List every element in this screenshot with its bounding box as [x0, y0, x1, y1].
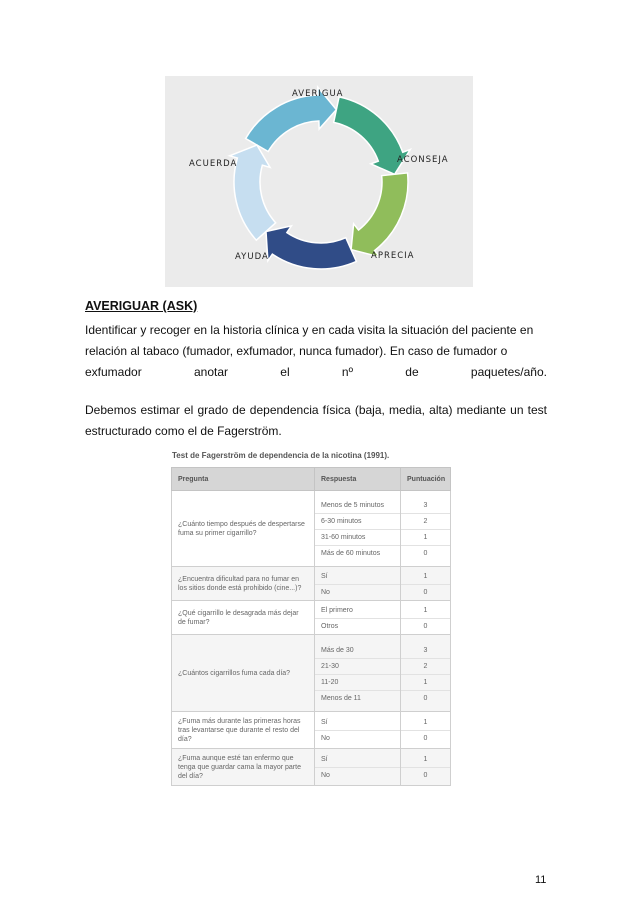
word: exfumador	[85, 365, 142, 379]
score-value: 1	[401, 715, 450, 731]
answer-option: 6-30 minutos	[315, 514, 400, 530]
score-cell	[401, 635, 451, 712]
word: de	[405, 365, 419, 379]
word: nº	[341, 365, 353, 379]
answer-option: No	[321, 772, 330, 779]
score-cell	[401, 749, 451, 786]
answer-cell	[315, 712, 401, 749]
answer-option: Más de 30	[315, 643, 400, 659]
section-heading: AVERIGUAR (ASK)	[85, 299, 198, 313]
score-value: 0	[423, 623, 428, 630]
arrow-ayuda	[266, 226, 356, 269]
answer-option: Sí	[315, 715, 400, 731]
paragraph-line	[85, 362, 547, 383]
table-row	[172, 635, 451, 712]
answer-option: Más de 60 minutos	[321, 550, 381, 557]
fagerstrom-table	[171, 467, 451, 786]
score-value: 0	[423, 735, 428, 742]
arrow-aprecia	[351, 173, 408, 257]
fagerstrom-table-figure	[171, 445, 450, 789]
paragraph-line: Identificar y recoger en la historia clínica y en cada visita la situación del paciente en	[85, 323, 534, 337]
word: anotar	[193, 365, 229, 379]
step-label-averigua: AVERIGUA	[292, 89, 344, 99]
cycle-arrows	[165, 76, 473, 287]
score-value: 2	[401, 659, 450, 675]
answer-cell	[315, 635, 401, 712]
step-label-acuerda: ACUERDA	[189, 159, 238, 169]
cycle-diagram	[165, 76, 473, 287]
score-value: 0	[423, 550, 428, 557]
answer-option: 31-60 minutos	[315, 530, 400, 546]
answer-option: El primero	[315, 603, 400, 619]
score-cell	[401, 491, 451, 567]
step-label-aprecia: APRECIA	[371, 251, 415, 261]
word: el	[280, 365, 290, 379]
answer-option: 21-30	[315, 659, 400, 675]
word: paquetes/año.	[470, 365, 547, 379]
step-label-aconseja: ACONSEJA	[397, 155, 449, 165]
table-row	[172, 491, 451, 567]
question-cell: ¿Cuánto tiempo después de despertarse fuma su primer cigarrillo?	[172, 491, 315, 567]
answer-cell	[315, 601, 401, 635]
question-cell: ¿Cuántos cigarrillos fuma cada día?	[172, 635, 315, 712]
answer-option: Sí	[315, 752, 400, 768]
answer-option: Sí	[315, 569, 400, 585]
score-value: 0	[423, 589, 428, 596]
answer-option: No	[321, 589, 330, 596]
score-value: 1	[401, 752, 450, 768]
answer-cell	[315, 491, 401, 567]
question-cell: ¿Encuentra dificultad para no fumar en los sitios donde está prohibido (cine...)?	[172, 567, 315, 601]
score-cell	[401, 712, 451, 749]
page-number: 11	[535, 874, 547, 886]
answer-option: Otros	[321, 623, 339, 630]
score-value: 2	[401, 514, 450, 530]
header-respuesta: Respuesta	[315, 468, 401, 491]
table-row	[172, 567, 451, 601]
score-value: 3	[401, 643, 450, 659]
header-pregunta: Pregunta	[172, 468, 315, 491]
table-row	[172, 749, 451, 786]
table-row	[172, 601, 451, 635]
header-puntuacion: Puntuación	[401, 468, 451, 491]
answer-cell	[315, 749, 401, 786]
score-cell	[401, 601, 451, 635]
score-value: 1	[401, 675, 450, 691]
score-value: 0	[423, 772, 428, 779]
paragraph-ask-description	[85, 320, 547, 383]
score-value: 1	[401, 603, 450, 619]
question-cell: ¿Fuma más durante las primeras horas tras levantarse que durante el resto del día?	[172, 712, 315, 749]
answer-cell	[315, 567, 401, 601]
table-header-row	[172, 468, 451, 491]
score-value: 1	[401, 569, 450, 585]
table-row	[172, 712, 451, 749]
paragraph-line: relación al tabaco (fumador, exfumador, nunca fumador). En caso de fumador o	[85, 344, 508, 358]
answer-option: Menos de 11	[321, 695, 361, 702]
question-cell: ¿Qué cigarrillo le desagrada más dejar de fumar?	[172, 601, 315, 635]
table-title: Test de Fagerström de dependencia de la nicotina (1991).	[172, 451, 390, 460]
score-value: 1	[401, 530, 450, 546]
answer-option: No	[321, 735, 330, 742]
score-value: 3	[401, 498, 450, 514]
answer-option: 11-20	[315, 675, 400, 691]
paragraph-dependence: Debemos estimar el grado de dependencia física (baja, media, alta) mediante un test estructurado como el de Fagerström.	[85, 403, 547, 438]
score-value: 0	[423, 695, 428, 702]
answer-option: Menos de 5 minutos	[315, 498, 400, 514]
score-cell	[401, 567, 451, 601]
question-cell: ¿Fuma aunque esté tan enfermo que tenga que guardar cama la mayor parte del día?	[172, 749, 315, 786]
step-label-ayuda: AYUDA	[235, 252, 269, 262]
